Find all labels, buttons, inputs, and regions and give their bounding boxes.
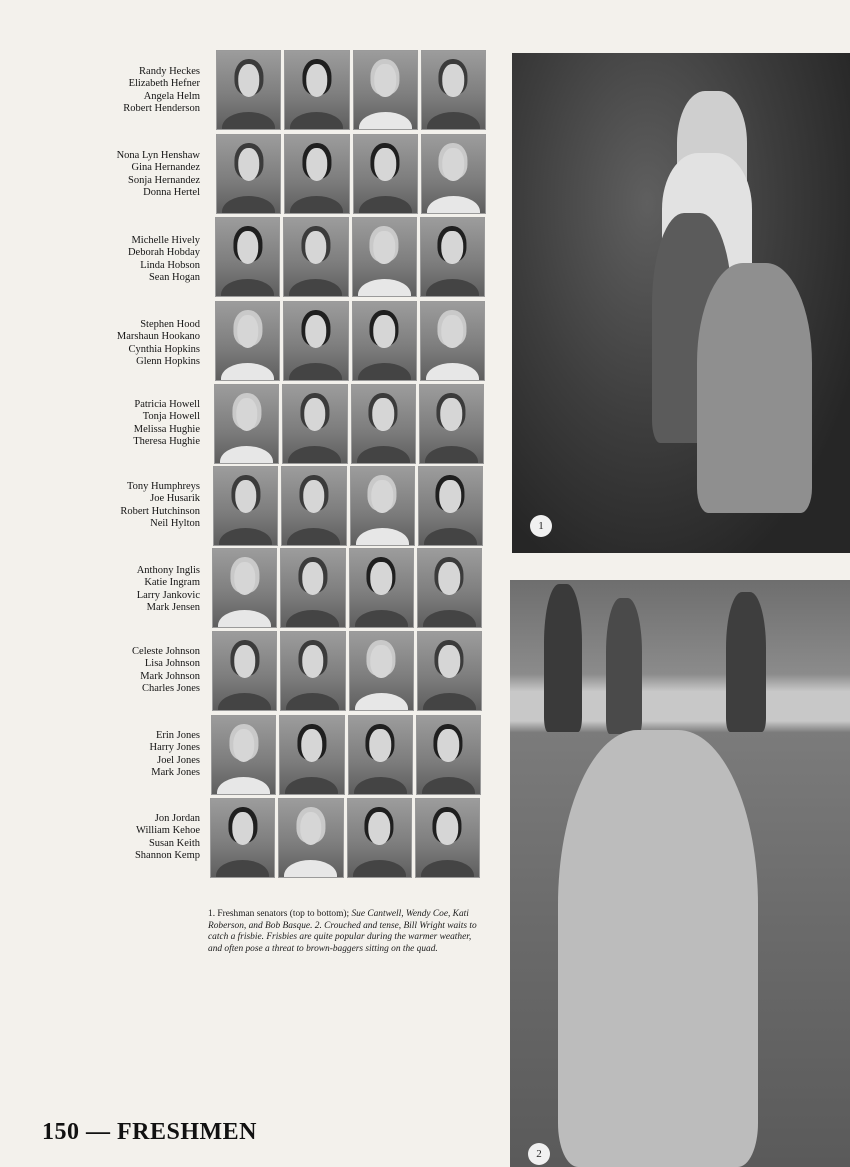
student-name: Mark Johnson bbox=[140, 670, 200, 682]
name-list bbox=[40, 813, 200, 863]
portrait-photo bbox=[284, 50, 349, 130]
student-name: Melissa Hughie bbox=[133, 423, 200, 435]
student-name: Mark Jones bbox=[151, 767, 200, 779]
portrait-row bbox=[211, 715, 481, 795]
photo-number-badge: 2 bbox=[528, 1143, 550, 1165]
student-name: Shannon Kemp bbox=[134, 850, 200, 862]
portrait-photo bbox=[352, 301, 417, 381]
portrait-photo bbox=[418, 466, 483, 546]
portrait-photo bbox=[215, 217, 280, 297]
student-name: Linda Hobson bbox=[140, 259, 200, 271]
student-name: Anthony Inglis bbox=[136, 565, 200, 576]
student-name: Donna Hertel bbox=[143, 187, 200, 199]
student-name: Elizabeth Hefner bbox=[128, 78, 200, 90]
name-list bbox=[40, 399, 200, 449]
portrait-row bbox=[212, 631, 482, 711]
photo-figure bbox=[697, 263, 812, 513]
caption-text: Sue Cantwell, Wendy Coe, Kati Roberson, and Bob Basque. 2. Crouched and tense, Bill Wright waits to catch a frisbie. Frisbies are quite popular during the warmer weather, and often pose a threat to brown-baggers sitting on the quad. bbox=[208, 909, 477, 954]
portrait-photo bbox=[349, 631, 414, 711]
portrait-photo bbox=[420, 301, 485, 381]
portrait-photo bbox=[353, 50, 418, 130]
student-name: Katie Ingram bbox=[144, 577, 200, 589]
name-list bbox=[40, 646, 200, 696]
footer-dash: — bbox=[86, 1119, 111, 1145]
portrait-row bbox=[210, 798, 480, 878]
portrait-photo bbox=[420, 217, 485, 297]
portrait-photo bbox=[210, 798, 275, 878]
portrait-row bbox=[216, 50, 486, 130]
portrait-photo bbox=[349, 548, 414, 628]
page-footer bbox=[42, 1119, 257, 1146]
student-name: Jon Jordan bbox=[154, 813, 200, 824]
page-number: 150 bbox=[42, 1119, 80, 1145]
portrait-photo bbox=[283, 301, 348, 381]
student-name: Gina Hernandez bbox=[131, 162, 200, 174]
student-name: Robert Henderson bbox=[123, 103, 200, 115]
name-list bbox=[40, 481, 200, 531]
student-name: Tony Humphreys bbox=[126, 481, 200, 492]
student-name: Charles Jones bbox=[141, 683, 200, 695]
portrait-photo bbox=[415, 798, 480, 878]
caption-label: 1. Freshman senators bbox=[208, 909, 288, 919]
portrait-row bbox=[215, 217, 485, 297]
name-list bbox=[40, 150, 200, 200]
portrait-photo bbox=[279, 715, 344, 795]
student-name: Theresa Hughie bbox=[133, 436, 200, 448]
portrait-row bbox=[214, 384, 484, 464]
name-list bbox=[40, 66, 200, 116]
portrait-row bbox=[216, 134, 486, 214]
portrait-photo bbox=[278, 798, 343, 878]
portrait-photo bbox=[419, 384, 484, 464]
student-name: Lisa Johnson bbox=[144, 658, 200, 670]
portrait-photo bbox=[212, 631, 277, 711]
photo-figure bbox=[558, 730, 758, 1167]
photo-frisbee bbox=[510, 580, 850, 1167]
portrait-photo bbox=[216, 134, 281, 214]
student-name: Larry Jankovic bbox=[136, 589, 200, 601]
student-name: Neil Hylton bbox=[150, 518, 200, 530]
portrait-photo bbox=[352, 217, 417, 297]
student-name: Angela Helm bbox=[143, 90, 200, 102]
portrait-photo bbox=[350, 466, 415, 546]
student-name: Susan Keith bbox=[148, 837, 200, 849]
student-name: Glenn Hopkins bbox=[136, 356, 200, 368]
student-name: Michelle Hively bbox=[131, 235, 200, 246]
portrait-photo bbox=[353, 134, 418, 214]
portrait-photo bbox=[417, 631, 482, 711]
student-name: Patricia Howell bbox=[134, 399, 200, 410]
student-name: Joe Husarik bbox=[150, 493, 200, 505]
portrait-photo bbox=[283, 217, 348, 297]
section-title: FRESHMEN bbox=[117, 1119, 258, 1145]
student-name: Randy Heckes bbox=[139, 66, 200, 77]
portrait-photo bbox=[212, 548, 277, 628]
portrait-photo bbox=[347, 798, 412, 878]
student-name: Nona Lyn Henshaw bbox=[116, 150, 200, 161]
name-list bbox=[40, 730, 200, 780]
student-name: Sonja Hernandez bbox=[127, 174, 200, 186]
name-list bbox=[40, 235, 200, 285]
student-name: Cynthia Hopkins bbox=[128, 343, 200, 355]
student-name: Tonja Howell bbox=[142, 411, 200, 423]
portrait-photo bbox=[281, 466, 346, 546]
portrait-photo bbox=[282, 384, 347, 464]
caption-note: (top to bottom); bbox=[287, 909, 352, 919]
student-name: William Kehoe bbox=[135, 825, 200, 837]
portrait-photo bbox=[348, 715, 413, 795]
student-name: Mark Jensen bbox=[146, 602, 200, 614]
photo-senators bbox=[512, 53, 850, 553]
student-name: Stephen Hood bbox=[140, 319, 200, 330]
portrait-photo bbox=[416, 715, 481, 795]
student-name: Sean Hogan bbox=[148, 272, 200, 284]
student-name: Harry Jones bbox=[149, 742, 200, 754]
student-name: Joel Jones bbox=[157, 754, 200, 766]
photo-figure bbox=[726, 592, 766, 732]
portrait-photo bbox=[421, 134, 486, 214]
student-name: Deborah Hobday bbox=[127, 247, 200, 259]
name-list bbox=[40, 319, 200, 369]
portrait-photo bbox=[211, 715, 276, 795]
portrait-photo bbox=[417, 548, 482, 628]
portrait-row bbox=[215, 301, 485, 381]
portrait-photo bbox=[216, 50, 281, 130]
photo-figure bbox=[606, 598, 642, 734]
student-name: Celeste Johnson bbox=[132, 646, 200, 657]
portrait-row bbox=[213, 466, 483, 546]
portrait-photo bbox=[214, 384, 279, 464]
photo-caption bbox=[208, 909, 480, 955]
student-name: Robert Hutchinson bbox=[120, 505, 200, 517]
portrait-photo bbox=[280, 631, 345, 711]
photo-number-badge: 1 bbox=[530, 515, 552, 537]
student-name: Marshaun Hookano bbox=[116, 331, 200, 343]
portrait-photo bbox=[421, 50, 486, 130]
portrait-photo bbox=[280, 548, 345, 628]
photo-figure bbox=[544, 584, 582, 732]
portrait-photo bbox=[351, 384, 416, 464]
portrait-row bbox=[212, 548, 482, 628]
portrait-photo bbox=[215, 301, 280, 381]
portrait-photo bbox=[284, 134, 349, 214]
student-name: Erin Jones bbox=[155, 730, 200, 741]
name-list bbox=[40, 565, 200, 615]
portrait-photo bbox=[213, 466, 278, 546]
